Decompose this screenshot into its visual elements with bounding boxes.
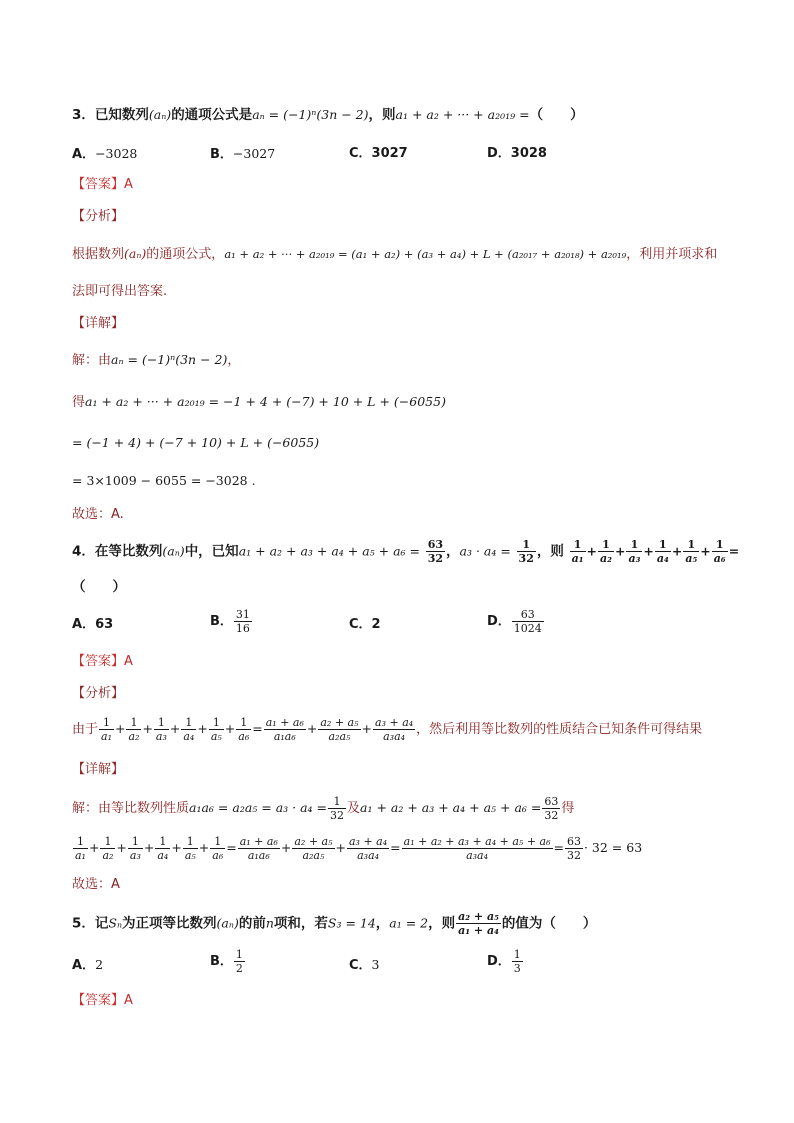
q4-analysis-tag: 【分析】 xyxy=(72,686,125,701)
fraction-63-32: $\frac{63}{32}$ xyxy=(427,538,444,565)
q3-analysis-line1: 根据数列(aₙ)的通项公式，a₁ + a₂ + ··· + a₂₀₁₉ = (a₁ + a₂) + (a₃ + a₄) + L + (a₂₀₁₇ + a₂₀₁₈) + a₂₀₁₉，利用并项求和 xyxy=(72,246,718,262)
q3-detail-line4: = 3×1009 − 6055 = −3028 . xyxy=(72,473,256,488)
q3-stem: 3．已知数列(aₙ)的通项公式是aₙ = (−1)ⁿ(3n − 2)，则a₁ + a₂ + ··· + a₂₀₁₉ =（ ） xyxy=(72,107,584,123)
q3-option-b[interactable]: B．−3027 xyxy=(210,146,276,162)
fraction-1-a6: $\frac{1}{\text{a₆}}$ xyxy=(713,538,726,565)
q5-option-a[interactable]: A．2 xyxy=(72,957,104,973)
q3-choose: 故选：A. xyxy=(72,507,124,522)
q3-detail-line1: 解：由aₙ = (−1)ⁿ(3n − 2)， xyxy=(72,352,241,368)
q3-analysis-line2: 法即可得出答案. xyxy=(72,284,168,299)
fraction-1-a3: $\frac{1}{\text{a₃}}$ xyxy=(628,538,641,565)
q4-option-d[interactable]: D． $\frac{63}{1024}$ xyxy=(487,608,542,635)
q4-detail-tag: 【详解】 xyxy=(72,762,125,777)
q3-detail-tag: 【详解】 xyxy=(72,316,125,331)
q3-detail-line3: = (−1 + 4) + (−7 + 10) + L + (−6055) xyxy=(72,435,320,450)
q4-option-c[interactable]: C．2 xyxy=(349,617,381,632)
q4-number: 4． xyxy=(72,543,95,560)
fraction-1-a1: $\frac{1}{\text{a₁}}$ xyxy=(571,538,584,565)
q5-number: 5． xyxy=(72,915,95,932)
q3-analysis-tag: 【分析】 xyxy=(72,209,125,224)
q4-answer: 【答案】A xyxy=(72,654,133,669)
q4-paren: （ ） xyxy=(72,579,126,595)
q4-detail-line2: $\frac{1}{\text{a₁}}$ + $\frac{1}{\text{a₂}}$ + $\frac{1}{\text{a₃}}$ + $\frac{1}{\text{a₄}}$ + $\frac{1}{\text{a₅}}$ + $\frac{1}{\text{a₆}}$ = $\frac{\text{a₁ + a₆}}{\text{a₁a₆}}$ + $\frac{\text{a₂ + a₅}}{\text{a₂a₅}}$ + $\frac{\text{a₃ + a₄}}{\text{a₃a₄}}$ = $\frac{\text{a₁ + a₂ + a₃ + a₄ + a₅ + a₆}}{\text{a₃a₄}}$ = $\frac{63}{32}$ · 32 = 63 xyxy=(75,835,643,862)
q4-detail-line1: 解：由等比数列性质a₁a₆ = a₂a₅ = a₃ · a₄ = $\frac{1}{32}$ 及a₁ + a₂ + a₃ + a₄ + a₅ + a₆ = $\frac{63}{32}$ 得 xyxy=(72,795,575,822)
q3-option-c[interactable]: C．3027 xyxy=(349,146,408,161)
q5-stem: 5．记Sₙ为正项等比数列(aₙ)的前n项和，若S₃ = 14，a₁ = 2，则 $\frac{\text{a₂ + a₅}}{\text{a₁ + a₄}}$ 的值为（ ） xyxy=(72,910,597,937)
q5-option-b[interactable]: B． $\frac{1}{2}$ xyxy=(210,948,243,975)
q4-option-b[interactable]: B． $\frac{31}{16}$ xyxy=(210,608,250,635)
fraction-1-a5: $\frac{1}{\text{a₅}}$ xyxy=(685,538,698,565)
q3-answer: 【答案】A xyxy=(72,177,133,192)
q4-choose: 故选：A xyxy=(72,877,120,892)
fraction-1-a2: $\frac{1}{\text{a₂}}$ xyxy=(600,538,612,565)
q4-analysis-line: 由于 $\frac{1}{\text{a₁}}$ + $\frac{1}{\text{a₂}}$ + $\frac{1}{\text{a₃}}$ + $\frac{1}{\text{a₄}}$ + $\frac{1}{\text{a₅}}$ + $\frac{1}{\text{a₆}}$ = $\frac{\text{a₁ + a₆}}{\text{a₁a₆}}$ + $\frac{\text{a₂ + a₅}}{\text{a₂a₅}}$ + $\frac{\text{a₃ + a₄}}{\text{a₃a₄}}$ ，然后利用等比数列的性质结合已知条件可得结果 xyxy=(72,716,703,743)
q3-detail-line2: 得a₁ + a₂ + ··· + a₂₀₁₉ = −1 + 4 + (−7) + 10 + L + (−6055) xyxy=(72,394,446,410)
fraction-1-a4: $\frac{1}{\text{a₄}}$ xyxy=(656,538,669,565)
fraction-1-32: $\frac{1}{32}$ xyxy=(518,538,534,565)
q3-formula: aₙ = (−1)ⁿ(3n − 2) xyxy=(252,107,369,122)
q5-option-d[interactable]: D． $\frac{1}{3}$ xyxy=(487,948,521,975)
q5-option-c[interactable]: C．3 xyxy=(349,957,380,973)
q4-option-a[interactable]: A．63 xyxy=(72,617,114,632)
q4-stem: 4．在等比数列(aₙ)中，已知a₁ + a₂ + a₃ + a₄ + a₅ + a₆ = $\frac{63}{32}$ ，a₃ · a₄ = $\frac{1}{32}$ ，则 $\frac{1}{\text{a₁}}$ + $\frac{1}{\text{a₂}}$ + $\frac{1}{\text{a₃}}$ + $\frac{1}{\text{a₄}}$ + $\frac{1}{\text{a₅}}$ + $\frac{1}{\text{a₆}}$ = xyxy=(72,538,740,565)
q3-option-a[interactable]: A．−3028 xyxy=(72,146,138,162)
q5-answer: 【答案】A xyxy=(72,993,133,1008)
q3-number: 3． xyxy=(72,107,95,123)
q3-option-d[interactable]: D．3028 xyxy=(487,146,547,161)
